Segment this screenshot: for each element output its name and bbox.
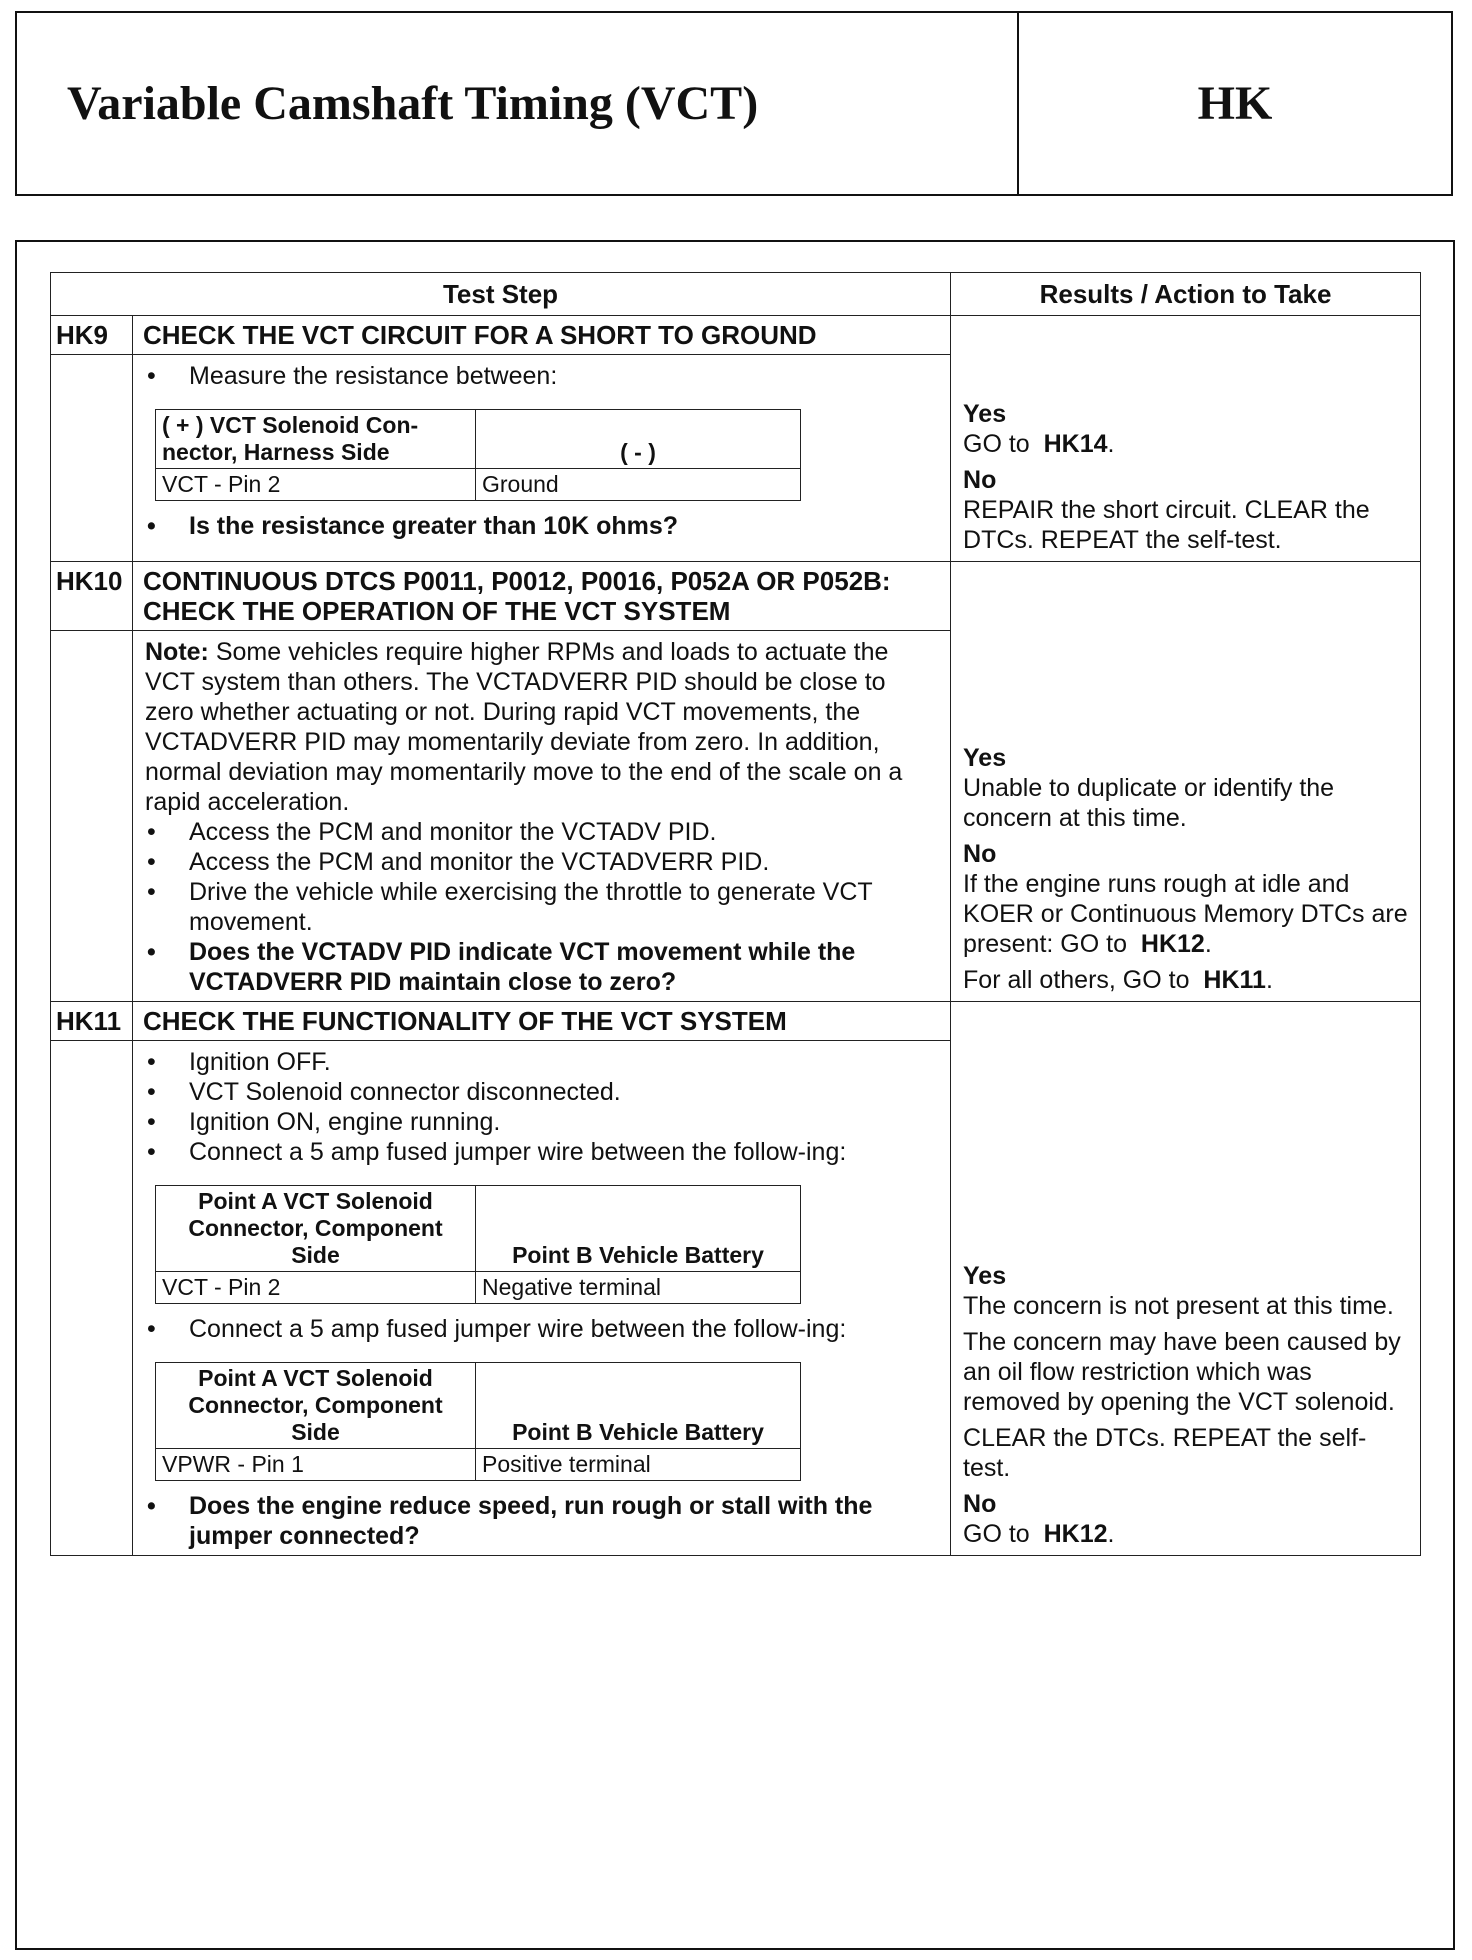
page-header	[15, 11, 1453, 196]
step-body	[133, 631, 951, 1002]
sub-cell: VPWR - Pin 1	[156, 1449, 476, 1481]
no-label: No	[963, 466, 997, 494]
table-header-row	[51, 273, 1421, 316]
step-title: CONTINUOUS DTCS P0011, P0012, P0016, P052A OR P052B: CHECK THE OPERATION OF THE VCT SYSTEM	[133, 562, 951, 631]
sub-header: Point A VCT Solenoid Connector, Component Side	[156, 1363, 476, 1449]
sub-cell: VCT - Pin 2	[156, 1272, 476, 1304]
step-question: • Is the resistance greater than 10K ohms?	[145, 511, 938, 541]
note-text: Some vehicles require higher RPMs and loads to actuate the VCT system than others. The VCTADVERR PID should be close to zero whether actuating or not. During rapid VCT movements, the VCTADVERR PID may momentarily deviate from zero. In addition, normal deviation may momentarily move to the end of the scale on a rapid acceleration.	[145, 638, 903, 816]
step-id: HK11	[51, 1002, 133, 1041]
no-ref: HK12	[1140, 930, 1205, 958]
step-title-row	[51, 562, 1421, 631]
sub-header: Point B Vehicle Battery	[476, 1363, 801, 1449]
sub-cell: Ground	[476, 469, 801, 501]
step-body	[133, 355, 951, 562]
step-title-row	[51, 1002, 1421, 1041]
sub-cell: VCT - Pin 2	[156, 469, 476, 501]
step-id: HK9	[51, 316, 133, 355]
step-bullet: • Connect a 5 amp fused jumper wire between the follow-ing:	[145, 1137, 938, 1167]
step-question: • Does the engine reduce speed, run rough or stall with the jumper connected?	[145, 1491, 938, 1551]
col-header-test-step: Test Step	[51, 273, 951, 316]
yes-action: The concern may have been caused by an oil flow restriction which was removed by opening the VCT solenoid.	[963, 1328, 1401, 1416]
step-bullet: • Ignition ON, engine running.	[145, 1107, 938, 1137]
no-ref: HK12	[1043, 1520, 1108, 1548]
other-action: For all others, GO to	[963, 966, 1190, 994]
yes-label: Yes	[963, 744, 1007, 772]
step-body	[133, 1041, 951, 1556]
jumper-table-1	[155, 1185, 801, 1304]
step-question: • Does the VCTADV PID indicate VCT movement while the VCTADVERR PID maintain close to zero?	[145, 937, 938, 997]
id-spacer	[51, 1041, 133, 1556]
step-results: Yes The concern is not present at this time. The concern may have been caused by an oil flow restriction which was removed by opening the VCT solenoid. CLEAR the DTCs. REPEAT the self-test. No GO to HK12.	[951, 1002, 1421, 1556]
step-title: CHECK THE FUNCTIONALITY OF THE VCT SYSTEM	[133, 1002, 951, 1041]
note-label: Note:	[145, 638, 209, 666]
other-ref: HK11	[1203, 966, 1266, 994]
sub-header: ( + ) VCT Solenoid Con-nector, Harness Side	[156, 410, 476, 469]
step-id: HK10	[51, 562, 133, 631]
page-title: Variable Camshaft Timing (VCT)	[67, 77, 759, 130]
step-title: CHECK THE VCT CIRCUIT FOR A SHORT TO GROUND	[133, 316, 951, 355]
yes-action: GO to	[963, 430, 1030, 458]
no-label: No	[963, 1490, 997, 1518]
sub-cell: Negative terminal	[476, 1272, 801, 1304]
col-header-results: Results / Action to Take	[951, 273, 1421, 316]
section-code: HK	[1017, 13, 1451, 194]
no-action: REPAIR the short circuit. CLEAR the DTCs. REPEAT the self-test.	[963, 496, 1370, 554]
sub-header: Point B Vehicle Battery	[476, 1186, 801, 1272]
id-spacer	[51, 355, 133, 562]
step-bullet: • VCT Solenoid connector disconnected.	[145, 1077, 938, 1107]
no-label: No	[963, 840, 997, 868]
no-action: If the engine runs rough at idle and KOER or Continuous Memory DTCs are present: GO to	[963, 870, 1408, 958]
step-results: Yes GO to HK14. No REPAIR the short circuit. CLEAR the DTCs. REPEAT the self-test.	[951, 316, 1421, 562]
id-spacer	[51, 631, 133, 1002]
step-title-row	[51, 316, 1421, 355]
step-bullet: • Connect a 5 amp fused jumper wire between the follow-ing:	[145, 1314, 938, 1344]
yes-action: Unable to duplicate or identify the concern at this time.	[963, 774, 1335, 832]
step-results: Yes Unable to duplicate or identify the concern at this time. No If the engine runs rough at idle and KOER or Continuous Memory DTCs are present: GO to HK12. For all others, GO to HK11.	[951, 562, 1421, 1002]
step-bullet: • Drive the vehicle while exercising the throttle to generate VCT movement.	[145, 877, 938, 937]
step-bullet: • Ignition OFF.	[145, 1047, 938, 1077]
sub-header: Point A VCT Solenoid Connector, Component Side	[156, 1186, 476, 1272]
yes-ref: HK14	[1043, 430, 1108, 458]
step-bullet: • Access the PCM and monitor the VCTADV PID.	[145, 817, 938, 847]
sub-header: ( - )	[476, 410, 801, 469]
step-bullet: • Access the PCM and monitor the VCTADVERR PID.	[145, 847, 938, 877]
yes-action: The concern is not present at this time.	[963, 1292, 1394, 1320]
test-step-table	[50, 272, 1421, 1556]
yes-action: CLEAR the DTCs. REPEAT the self-test.	[963, 1424, 1367, 1482]
step-note	[145, 637, 938, 817]
jumper-table-2	[155, 1362, 801, 1481]
yes-label: Yes	[963, 1262, 1007, 1290]
sub-cell: Positive terminal	[476, 1449, 801, 1481]
no-action: GO to	[963, 1520, 1030, 1548]
step-bullet: • Measure the resistance between:	[145, 361, 938, 391]
measure-table	[155, 409, 801, 501]
yes-label: Yes	[963, 400, 1007, 428]
